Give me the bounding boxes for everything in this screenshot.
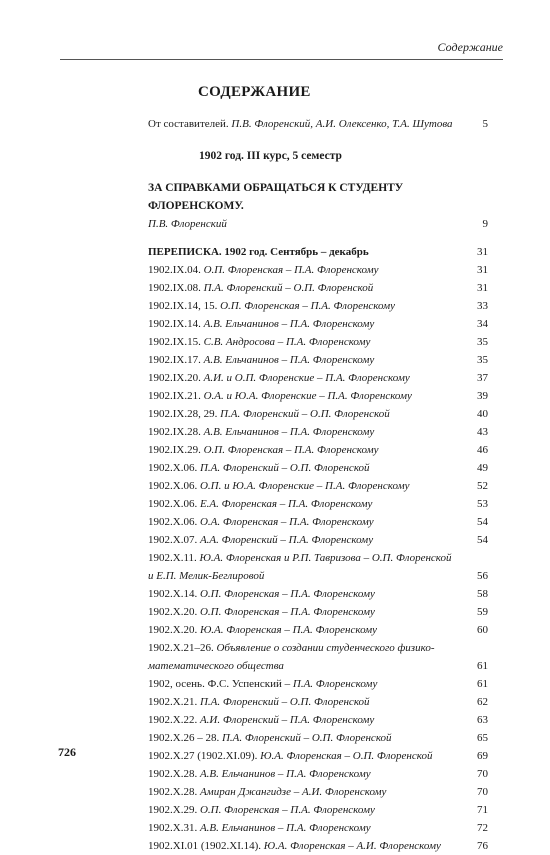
toc-page-number: 70 <box>477 786 488 798</box>
toc-page-number: 69 <box>477 750 488 762</box>
toc-entry[interactable] <box>148 387 488 405</box>
toc-entry[interactable] <box>148 369 488 387</box>
toc-page-number: 39 <box>477 390 488 402</box>
toc-entry-correspondents: О.П. Флоренская – П.А. Флоренскому <box>199 606 375 618</box>
toc-page-number: 65 <box>477 732 488 744</box>
toc-entry-date: 1902.IX.08. <box>148 282 201 294</box>
toc-entry[interactable] <box>148 405 488 423</box>
semester-heading: 1902 год. III курс, 5 семестр <box>199 150 342 162</box>
toc-entry-date: 1902.IX.14, 15. <box>148 300 218 312</box>
toc-entry-correspondents: Объявление о создании студенческого физико-математического общества <box>148 642 435 672</box>
toc-entry[interactable] <box>148 549 488 585</box>
letters-list <box>148 261 488 855</box>
toc-entry-correspondents: А.В. Ельчанинов – П.А. Флоренскому <box>199 822 371 834</box>
toc-page-number: 5 <box>482 118 488 130</box>
toc-entry-correspondents: А.В. Ельчанинов – П.А. Флоренскому <box>203 426 375 438</box>
toc-entry-date: 1902.X.27 (1902.XI.09). <box>148 750 258 762</box>
toc-entry-correspondents: С.В. Андросова – П.А. Флоренскому <box>203 336 371 348</box>
toc-entry-correspondents: Ю.А. Флоренская – П.А. Флоренскому <box>199 624 378 636</box>
toc-entry-date: 1902.X.06. <box>148 516 198 528</box>
toc-entry-correspondents: А.В. Ельчанинов – П.А. Флоренскому <box>203 354 375 366</box>
toc-entry-date: 1902.X.29. <box>148 804 198 816</box>
toc-entry[interactable] <box>148 441 488 459</box>
toc-entry[interactable] <box>148 603 488 621</box>
toc-entry-date: 1902.IX.14. <box>148 318 201 330</box>
toc-page-number: 70 <box>477 768 488 780</box>
toc-entry-correspondents: А.И. и О.П. Флоренские – П.А. Флоренскому <box>203 372 410 384</box>
toc-entry[interactable] <box>148 423 488 441</box>
spacer <box>148 233 488 243</box>
toc-entry-date: 1902.IX.15. <box>148 336 201 348</box>
toc-entry-correspondents: П.А. Флоренский – О.П. Флоренской <box>203 282 374 294</box>
toc-entry[interactable] <box>148 315 488 333</box>
toc-entry-date: 1902.X.21. <box>148 696 198 708</box>
page-folio: 726 <box>58 745 76 759</box>
toc-entry-date: 1902.IX.04. <box>148 264 201 276</box>
toc-entry[interactable] <box>148 819 488 837</box>
toc-entry[interactable] <box>148 693 488 711</box>
toc-entry-date: 1902.X.14. <box>148 588 198 600</box>
toc-entry[interactable] <box>148 531 488 549</box>
section-heading-inquiries[interactable]: ЗА СПРАВКАМИ ОБРАЩАТЬСЯ К СТУДЕНТУ ФЛОРЕНСКОМУ. <box>148 182 404 212</box>
toc-entry[interactable] <box>148 675 488 693</box>
toc-entry[interactable] <box>148 639 488 675</box>
toc-entry-correspondents: Ф.С. Успенский – П.А. Флоренскому <box>207 678 378 690</box>
toc-entry[interactable] <box>148 783 488 801</box>
toc-entry[interactable] <box>148 477 488 495</box>
toc-entry-correspondents: А.В. Ельчанинов – П.А. Флоренскому <box>203 318 375 330</box>
toc-page-number: 34 <box>477 318 488 330</box>
toc-entry-date: 1902.X.06. <box>148 462 198 474</box>
toc-entry-date: 1902.IX.20. <box>148 372 201 384</box>
toc-page-number: 58 <box>477 588 488 600</box>
toc-page-number: 31 <box>477 282 488 294</box>
toc-page-number: 37 <box>477 372 488 384</box>
toc-entry-date: 1902.X.21–26. <box>148 642 214 654</box>
toc-entry-correspondents: П.А. Флоренский – О.П. Флоренской <box>199 696 370 708</box>
toc-entry-correspondents: О.А. Флоренская – П.А. Флоренскому <box>199 516 374 528</box>
toc-page-number: 71 <box>477 804 488 816</box>
page-title: СОДЕРЖАНИЕ <box>198 84 311 100</box>
toc-entry-correspondents: О.П. Флоренская – П.А. Флоренскому <box>203 444 379 456</box>
toc-page-number: 43 <box>477 426 488 438</box>
toc-entry-correspondents: О.П. Флоренская – П.А. Флоренскому <box>199 588 375 600</box>
toc-entry[interactable] <box>148 801 488 819</box>
toc-entry-correspondents: П.А. Флоренский – О.П. Флоренской <box>221 732 392 744</box>
toc-entry-correspondents: Ю.А. Флоренская – О.П. Флоренской <box>260 750 433 762</box>
toc-entry-date: 1902.X.11. <box>148 552 197 564</box>
toc-page-number: 61 <box>477 678 488 690</box>
section-heading-correspondence[interactable] <box>148 243 488 261</box>
toc-entry[interactable] <box>148 261 488 279</box>
toc-entry-correspondents: П.А. Флоренский – О.П. Флоренской <box>199 462 370 474</box>
toc-entry-correspondents: Амиран Джангидзе – А.И. Флоренскому <box>199 786 387 798</box>
toc-entry-date: 1902.X.20. <box>148 624 198 636</box>
toc-page-number: 59 <box>477 606 488 618</box>
toc-entry-date: 1902.X.07. <box>148 534 198 546</box>
toc-entry-correspondents: Ю.А. Флоренская – А.И. Флоренскому <box>263 840 441 852</box>
toc-entry[interactable] <box>148 621 488 639</box>
toc-page-number: 54 <box>477 516 488 528</box>
toc-entry-section-author[interactable] <box>148 215 488 233</box>
toc-entry-correspondents: О.П. Флоренская – П.А. Флоренскому <box>220 300 396 312</box>
toc-page-number: 72 <box>477 822 488 834</box>
toc-entry-date: 1902.X.20. <box>148 606 198 618</box>
toc-page-number: 56 <box>477 570 488 582</box>
toc-entry-lead: От составителей. <box>148 118 229 130</box>
table-of-contents <box>148 115 488 855</box>
toc-page-number: 63 <box>477 714 488 726</box>
toc-entry-correspondents: О.П. Флоренская – П.А. Флоренскому <box>203 264 379 276</box>
toc-entry-date: 1902.XI.01 (1902.XI.14). <box>148 840 262 852</box>
toc-entry[interactable] <box>148 351 488 369</box>
toc-entry-date: 1902.X.06. <box>148 498 198 510</box>
toc-entry-preface[interactable] <box>148 115 488 133</box>
toc-page-number: 9 <box>482 218 488 230</box>
toc-page-number: 46 <box>477 444 488 456</box>
toc-entry[interactable] <box>148 513 488 531</box>
toc-entry-correspondents: Ю.А. Флоренская и Р.П. Тавризова – О.П. Флоренской и Е.П. Мелик-Беглировой <box>148 552 452 582</box>
section-author: П.В. Флоренский <box>148 218 227 230</box>
toc-entry-date: 1902.IX.29. <box>148 444 201 456</box>
toc-page-number: 35 <box>477 336 488 348</box>
toc-entry-date: 1902.IX.17. <box>148 354 201 366</box>
toc-page-number: 62 <box>477 696 488 708</box>
toc-entry-correspondents: Е.А. Флоренская – П.А. Флоренскому <box>199 498 373 510</box>
toc-entry-date: 1902.X.06. <box>148 480 198 492</box>
toc-page-number: 31 <box>477 246 488 258</box>
section-heading-text: ПЕРЕПИСКА. 1902 год. Сентябрь – декабрь <box>148 246 369 258</box>
toc-entry-correspondents: А.А. Флоренский – П.А. Флоренскому <box>199 534 374 546</box>
toc-entry[interactable] <box>148 279 488 297</box>
toc-entry-correspondents: А.И. Флоренский – П.А. Флоренскому <box>199 714 375 726</box>
toc-entry[interactable] <box>148 729 488 747</box>
toc-page-number: 54 <box>477 534 488 546</box>
toc-entry[interactable] <box>148 711 488 729</box>
toc-entry-date: 1902.X.28. <box>148 786 198 798</box>
toc-page-number: 35 <box>477 354 488 366</box>
toc-page-number: 31 <box>477 264 488 276</box>
toc-entry-date: 1902.X.26 – 28. <box>148 732 220 744</box>
toc-entry[interactable] <box>148 765 488 783</box>
toc-entry[interactable] <box>148 585 488 603</box>
toc-page-number: 33 <box>477 300 488 312</box>
toc-entry[interactable] <box>148 459 488 477</box>
toc-entry[interactable] <box>148 747 488 765</box>
toc-entry-date: 1902.X.28. <box>148 768 198 780</box>
toc-page-number: 52 <box>477 480 488 492</box>
toc-entry-correspondents: О.А. и Ю.А. Флоренские – П.А. Флоренскому <box>203 390 412 402</box>
toc-page-number: 76 <box>477 840 488 852</box>
toc-entry-date: 1902, осень. <box>148 678 205 690</box>
toc-entry-date: 1902.IX.21. <box>148 390 201 402</box>
toc-entry[interactable] <box>148 837 488 855</box>
header-rule <box>60 59 503 60</box>
toc-page-number: 60 <box>477 624 488 636</box>
toc-entry-date: 1902.X.31. <box>148 822 198 834</box>
toc-page-number: 49 <box>477 462 488 474</box>
toc-entry-correspondents: П.А. Флоренский – О.П. Флоренской <box>220 408 390 420</box>
toc-entry[interactable] <box>148 333 488 351</box>
running-head: Содержание <box>437 40 503 54</box>
toc-entry-date: 1902.X.22. <box>148 714 198 726</box>
toc-page-number: 61 <box>477 660 488 672</box>
toc-entry[interactable] <box>148 297 488 315</box>
toc-entry-correspondents: О.П. Флоренская – П.А. Флоренскому <box>199 804 375 816</box>
toc-page-number: 53 <box>477 498 488 510</box>
toc-entry[interactable] <box>148 495 488 513</box>
toc-entry-correspondents: О.П. и Ю.А. Флоренские – П.А. Флоренскому <box>199 480 410 492</box>
toc-entry-correspondents: А.В. Ельчанинов – П.А. Флоренскому <box>199 768 371 780</box>
toc-entry-date: 1902.IX.28, 29. <box>148 408 218 420</box>
toc-entry-date: 1902.IX.28. <box>148 426 201 438</box>
toc-page-number: 40 <box>477 408 488 420</box>
toc-entry-authors: П.В. Флоренский, А.И. Олексенко, Т.А. Шутова <box>231 118 453 130</box>
